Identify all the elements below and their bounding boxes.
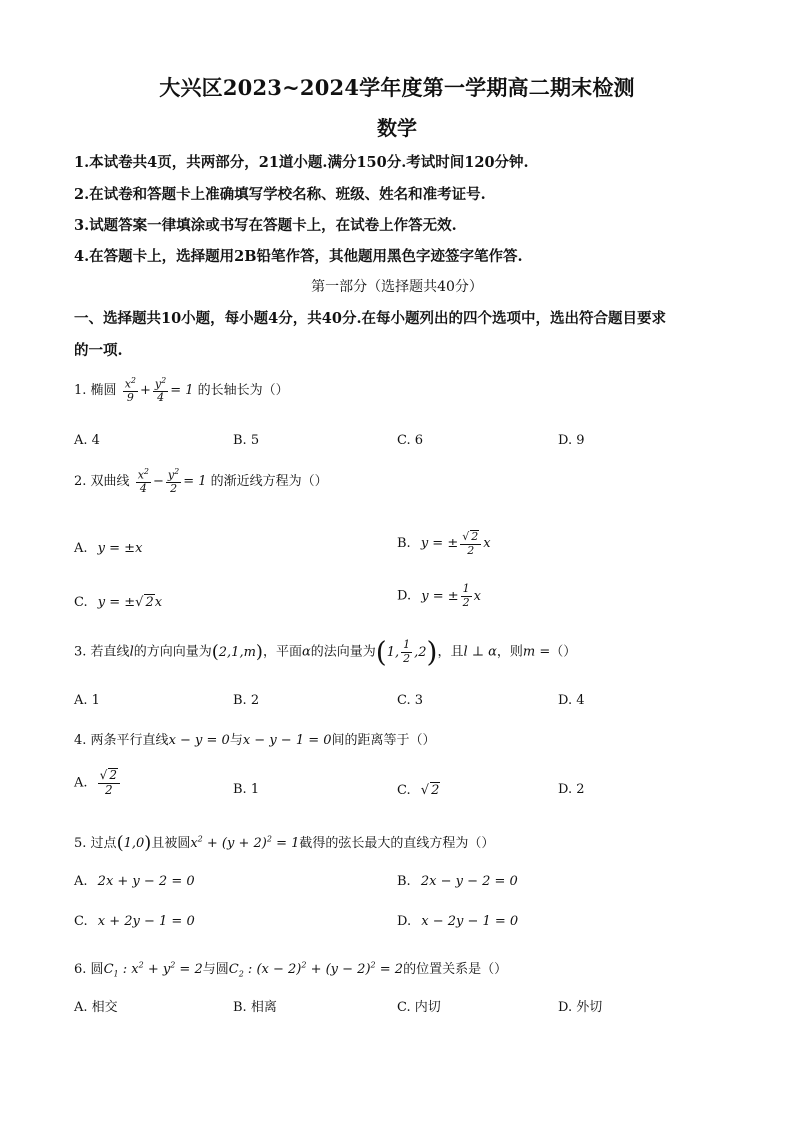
- option-label: A.: [74, 874, 88, 889]
- question-1: [74, 376, 289, 405]
- q3-option-a: A. 1: [74, 693, 100, 708]
- q5-option-a: [74, 874, 195, 889]
- question-number: 4.: [74, 733, 87, 748]
- question-text: 圆: [90, 962, 104, 977]
- math-var: α: [301, 644, 311, 660]
- math-circle-c1: $C_1$ : $x^2 + y^2 = 2$: [103, 960, 203, 979]
- option-label: D.: [397, 588, 412, 604]
- option-label: C.: [397, 783, 411, 798]
- math-option: x + 2y − 1 = 0: [97, 914, 195, 929]
- question-5: [74, 832, 494, 853]
- subject-title: 数学: [377, 116, 417, 140]
- option-label: B.: [397, 536, 411, 552]
- q2-option-c: [74, 594, 162, 610]
- q6-option-c: C. 内切: [397, 1000, 441, 1015]
- math-vector: (1, $\frac{1}{2}$ ,2): [375, 635, 438, 668]
- question-text: ，则: [496, 644, 523, 660]
- q1-option-a: A. 4: [74, 433, 100, 448]
- note-3: 3.试题答案一律填涂或书写在答题卡上，在试卷上作答无效.: [74, 217, 457, 234]
- q4-option-a: [74, 768, 122, 798]
- question-text: 的方向向量为: [133, 644, 212, 660]
- question-text: 的位置关系是（）: [403, 962, 508, 977]
- question-text: 的长轴长为（）: [197, 382, 289, 398]
- question-number: 1.: [74, 382, 87, 398]
- part1-heading: 第一部分（选择题共40分）: [311, 279, 483, 295]
- question-number: 2.: [74, 473, 87, 489]
- question-text: 的渐近线方程为（）: [210, 473, 328, 489]
- q2-option-a: [74, 541, 142, 556]
- math-vector: (2,1,m): [211, 641, 263, 662]
- question-text: （）: [550, 644, 577, 660]
- option-label: C.: [74, 595, 88, 610]
- q1-option-d: D. 9: [558, 433, 585, 448]
- question-text: 椭圆: [90, 382, 117, 398]
- option-label: B.: [397, 874, 411, 889]
- math-option: 2x + y − 2 = 0: [97, 874, 195, 889]
- part1-instruction-line2: 的一项.: [74, 342, 123, 359]
- note-4: 4.在答题卡上，选择题用2B铅笔作答，其他题用黑色字迹签字笔作答.: [74, 248, 523, 265]
- question-text: 若直线: [90, 644, 130, 660]
- question-number: 3.: [74, 644, 87, 660]
- math-condition: l ⊥ α: [463, 644, 497, 660]
- q5-option-d: [397, 914, 518, 929]
- q4-option-c: [397, 782, 440, 798]
- question-text: 与: [229, 733, 243, 748]
- q2-option-d: [397, 583, 481, 609]
- option-label: C.: [74, 914, 88, 929]
- math-var: m =: [522, 644, 551, 660]
- q3-option-c: C. 3: [397, 693, 424, 708]
- q1-option-c: C. 6: [397, 433, 424, 448]
- math-option: y = ± $\frac{√ 2}{2}$ x: [420, 530, 491, 557]
- q1-option-b: B. 5: [233, 433, 260, 448]
- q6-option-b: B. 相离: [233, 1000, 277, 1015]
- question-text: 的法向量为: [310, 644, 376, 660]
- question-6: [74, 958, 507, 979]
- note-1: 1.本试卷共4页，共两部分，21道小题.满分150分.考试时间120分钟.: [74, 154, 529, 171]
- math-hyperbola-equation: $\frac{x^2}{4}$ − $\frac{y^2}{2}$ = 1: [137, 467, 211, 496]
- math-option: √ 2: [420, 783, 440, 798]
- note-2: 2.在试卷和答题卡上准确填写学校名称、班级、姓名和准考证号.: [74, 186, 486, 203]
- q6-option-d: D. 外切: [558, 1000, 603, 1015]
- question-number: 5.: [74, 836, 87, 851]
- q3-option-b: B. 2: [233, 693, 260, 708]
- question-number: 6.: [74, 962, 87, 977]
- math-ellipse-equation: $\frac{x^2}{9}$ + $\frac{y^2}{4}$ = 1: [124, 376, 198, 405]
- math-line-2: x − y − 1 = 0: [242, 733, 332, 748]
- question-text: 与圆: [202, 962, 229, 977]
- math-option: y = ±√ 2x: [97, 595, 163, 610]
- q5-option-b: [397, 874, 518, 889]
- question-text: 两条平行直线: [90, 733, 169, 748]
- q5-option-c: [74, 914, 195, 929]
- math-option: x − 2y − 1 = 0: [421, 914, 519, 929]
- q3-option-d: D. 4: [558, 693, 585, 708]
- math-option: 2x − y − 2 = 0: [420, 874, 518, 889]
- page-title: 大兴区2023~2024学年度第一学期高二期末检测: [159, 75, 635, 100]
- question-2: [74, 467, 328, 496]
- question-3: [74, 635, 577, 668]
- question-4: [74, 729, 436, 748]
- question-text: ，且: [437, 644, 464, 660]
- math-circle-c2: $C_2$ : $(x - 2)^2 + (y - 2)^2 = 2$: [228, 960, 404, 979]
- question-text: 截得的弦长最大的直线方程为（）: [299, 836, 495, 851]
- question-text: 且被圆: [151, 836, 191, 851]
- q2-option-b: [397, 530, 491, 557]
- question-text: 过点: [90, 836, 117, 851]
- math-line-1: x − y = 0: [168, 733, 230, 748]
- option-label: A.: [74, 541, 88, 556]
- math-option: $\frac{√ 2}{2}$: [96, 775, 122, 790]
- part1-instruction-line1: 一、选择题共10小题，每小题4分，共40分.在每小题列出的四个选项中，选出符合题目要求: [74, 310, 666, 327]
- option-label: D.: [397, 914, 412, 929]
- question-text: ，平面: [262, 644, 302, 660]
- q4-option-b: B. 1: [233, 782, 260, 797]
- q6-option-a: A. 相交: [74, 1000, 118, 1015]
- option-label: A.: [74, 775, 88, 791]
- q4-option-d: D. 2: [558, 782, 585, 797]
- math-circle-equation: $x^2 + (y + 2)^2 = 1$: [190, 834, 300, 851]
- math-var: l: [129, 644, 134, 660]
- question-text: 间的距离等于（）: [331, 733, 436, 748]
- question-text: 双曲线: [90, 473, 130, 489]
- math-point: (1,0): [116, 832, 152, 854]
- math-option: y = ± $\frac{1}{2}$ x: [421, 582, 481, 609]
- math-option: y = ±x: [97, 541, 143, 556]
